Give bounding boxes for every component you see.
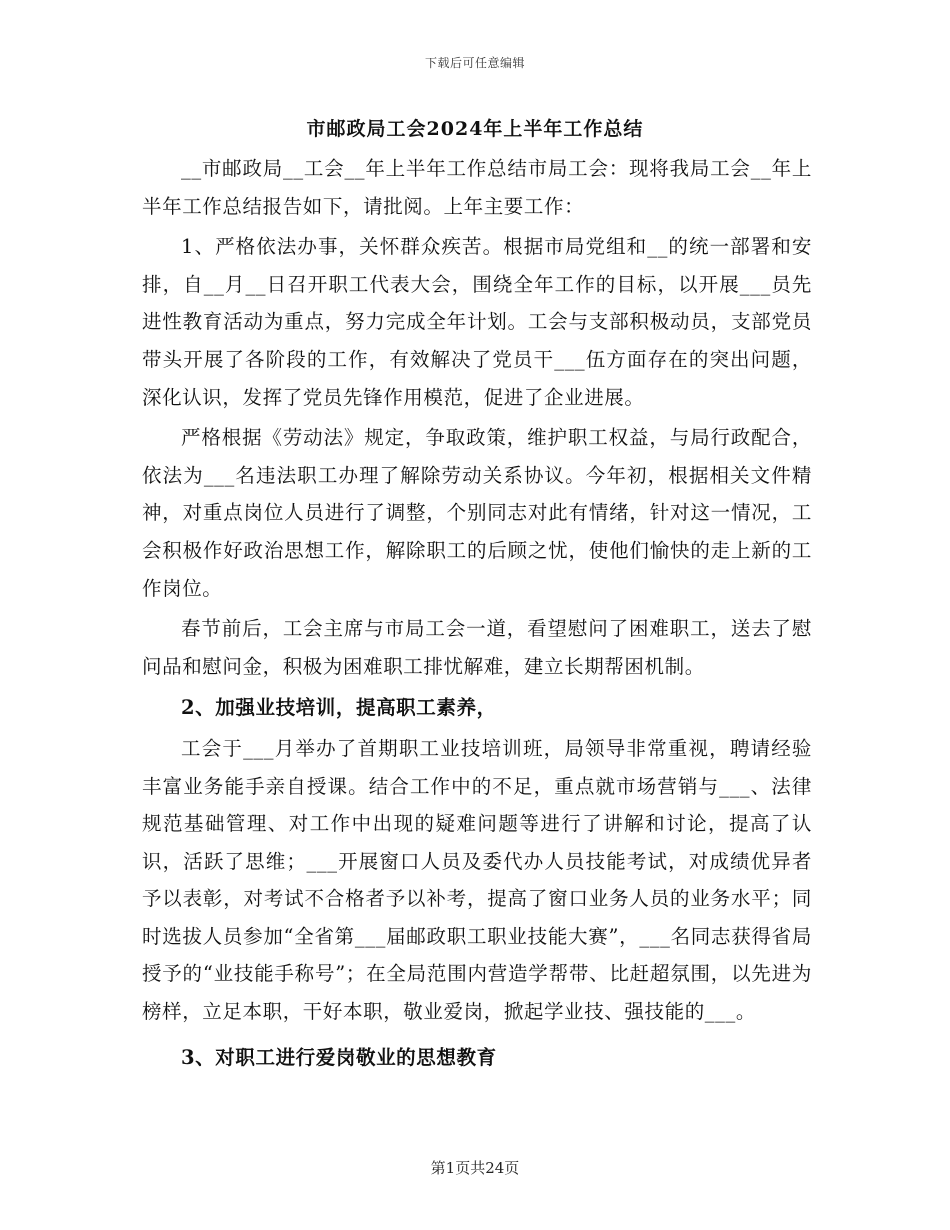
page-number-footer: 第1页共24页 (430, 1159, 520, 1177)
section1-paragraph-3: 春节前后，工会主席与市局工会一道，看望慰问了困难职工，送去了慰问品和慰问金，积极为困难职工排忧解难，建立长期帮困机制。 (142, 617, 812, 678)
document-body (142, 150, 812, 1076)
section2-heading: 2、加强业技培训，提高职工素养， (181, 696, 497, 720)
section1-paragraph-1: 1、严格依法办事，关怀群众疾苦。根据市局党组和__的统一部署和安排，自__月__日召开职工代表大会，围绕全年工作的目标，以开展___员先进性教育活动为重点，努力完成全年计划。工会与支部积极动员，支部党员带头开展了各阶段的工作，有效解决了党员干___伍方面存在的突出问题，深化认识，发挥了党员先锋作用模范，促进了企业进展。 (142, 235, 812, 409)
intro-paragraph: __市邮政局__工会__年上半年工作总结市局工会：现将我局工会__年上半年工作总结报告如下，请批阅。上年主要工作： (142, 157, 812, 218)
section1-paragraph-2: 严格根据《劳动法》规定，争取政策，维护职工权益，与局行政配合，依法为___名违法职工办理了解除劳动关系协议。今年初，根据相关文件精神，对重点岗位人员进行了调整，个别同志对此有情绪，针对这一情况，工会积极作好政治思想工作，解除职工的后顾之忧，使他们愉快的走上新的工作岗位。 (142, 426, 812, 600)
document-title: 市邮政局工会2024年上半年工作总结 (306, 118, 644, 140)
section3-heading: 3、对职工进行爱岗敬业的思想教育 (181, 1045, 497, 1069)
header-note: 下载后可任意编辑 (424, 56, 525, 70)
section2-paragraph-1: 工会于___月举办了首期职工业技培训班，局领导非常重视，聘请经验丰富业务能手亲自授课。结合工作中的不足，重点就市场营销与___、法律规范基础管理、对工作中出现的疑难问题等进行了讲解和讨论，提高了认识，活跃了思维；___开展窗口人员及委代办人员技能考试，对成绩优异者予以表彰，对考试不合格者予以补考，提高了窗口业务人员的业务水平；同时选拔人员参加“全省第___届邮政职工职业技能大赛”，___名同志获得省局授予的“业技能手称号”；在全局范围内营造学帮带、比赶超氛围，以先进为榜样，立足本职，干好本职，敬业爱岗，掀起学业技、强技能的___。 (142, 736, 812, 1024)
